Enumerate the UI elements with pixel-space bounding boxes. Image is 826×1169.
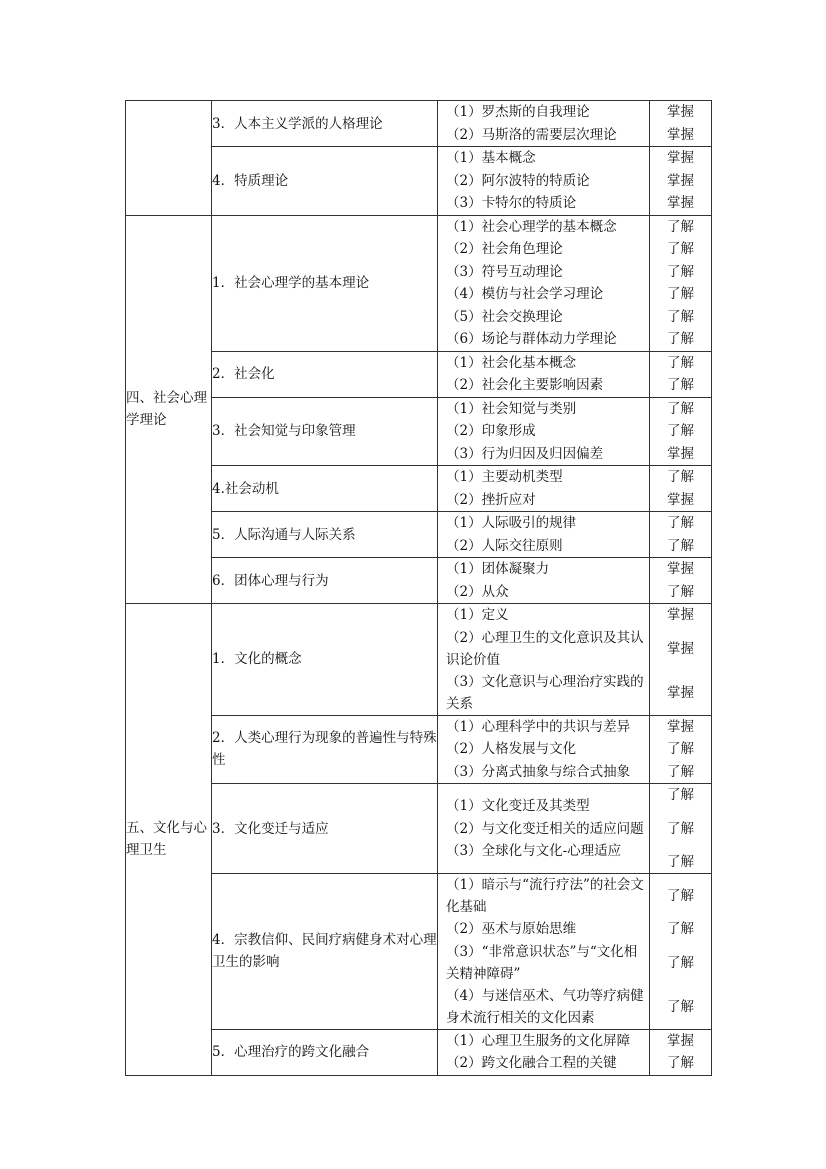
knowledge-point: （4）与迷信巫术、气功等疗病健身术流行相关的文化因素	[446, 987, 644, 1026]
requirement-level: 掌握	[667, 718, 694, 735]
knowledge-point: （1）定义	[446, 607, 509, 623]
table-row	[126, 351, 712, 397]
requirement-level-cell	[650, 784, 712, 874]
requirement-level-cell	[650, 215, 712, 351]
topic-cell: 1．社会心理学的基本理论	[212, 215, 438, 351]
knowledge-point: （3）文化意识与心理治疗实践的关系	[446, 673, 644, 712]
knowledge-point: （2）跨文化融合工程的关键	[446, 1055, 617, 1071]
table-row	[126, 784, 712, 874]
requirement-level-cell	[650, 351, 712, 397]
table-row	[126, 604, 712, 716]
knowledge-point: （1）社会知觉与类别	[446, 400, 577, 417]
knowledge-point: （1）社会化基本概念	[446, 354, 577, 371]
requirement-level: 了解	[667, 218, 694, 235]
knowledge-points-cell	[438, 512, 650, 558]
requirement-level: 了解	[667, 888, 694, 904]
requirement-level-cell	[650, 558, 712, 604]
requirement-level: 了解	[667, 400, 694, 417]
knowledge-point: （2）马斯洛的需要层次理论	[446, 126, 617, 143]
requirement-level: 了解	[667, 286, 694, 302]
knowledge-point: （1）基本概念	[446, 150, 536, 166]
knowledge-point: （3）全球化与文化-心理适应	[446, 842, 622, 859]
requirement-level: 了解	[667, 1055, 694, 1071]
table-row	[126, 215, 712, 351]
knowledge-point: （1）文化变迁及其类型	[446, 798, 590, 814]
knowledge-point: （1）主要动机类型	[446, 469, 563, 485]
requirement-level: 了解	[667, 763, 694, 780]
knowledge-point: （5）社会交换理论	[446, 308, 563, 325]
requirement-level: 掌握	[667, 684, 694, 701]
knowledge-point: （3）“非常意识状态”与“文化相关精神障碍”	[446, 943, 638, 982]
requirement-level-cell	[650, 512, 712, 558]
knowledge-point: （1）心理科学中的共识与差异	[446, 718, 631, 735]
section-cell: 四、社会心理学理论	[126, 215, 212, 604]
knowledge-point: （1）心理卫生服务的文化屏障	[446, 1032, 631, 1049]
topic-cell: 2．社会化	[212, 351, 438, 397]
requirement-level: 了解	[667, 741, 694, 757]
requirement-level: 掌握	[667, 640, 694, 657]
requirement-level: 掌握	[667, 561, 694, 577]
topic-cell: 3．文化变迁与适应	[212, 784, 438, 874]
requirement-level: 了解	[667, 354, 694, 371]
requirement-level: 了解	[667, 241, 694, 257]
knowledge-points-cell	[438, 784, 650, 874]
knowledge-points-cell	[438, 147, 650, 216]
table-row	[126, 147, 712, 216]
knowledge-points-cell	[438, 397, 650, 466]
requirement-level-cell	[650, 604, 712, 716]
table-row	[126, 715, 712, 784]
requirement-level: 了解	[667, 469, 694, 485]
requirement-level: 掌握	[667, 126, 694, 143]
knowledge-point: （4）模仿与社会学习理论	[446, 286, 604, 302]
requirement-level: 掌握	[667, 195, 694, 211]
knowledge-point: （2）人格发展与文化	[446, 741, 577, 757]
requirement-level: 掌握	[667, 150, 694, 166]
requirement-level: 掌握	[667, 1032, 694, 1049]
topic-cell: 4．宗教信仰、民间疗病健身术对心理卫生的影响	[212, 874, 438, 1030]
requirement-level-cell	[650, 715, 712, 784]
requirement-level: 了解	[667, 331, 694, 347]
knowledge-point: （3）分离式抽象与综合式抽象	[446, 763, 631, 780]
knowledge-points-cell	[438, 1029, 650, 1075]
syllabus-table	[125, 100, 712, 1076]
knowledge-points-cell	[438, 874, 650, 1030]
table-row	[126, 101, 712, 147]
knowledge-points-cell	[438, 558, 650, 604]
knowledge-point: （1）社会心理学的基本概念	[446, 218, 617, 235]
topic-cell: 3．人本主义学派的人格理论	[212, 101, 438, 147]
knowledge-point: （2）社会角色理论	[446, 241, 563, 257]
requirement-level: 了解	[667, 423, 694, 439]
section-cell	[126, 101, 212, 216]
table-row	[126, 1029, 712, 1075]
knowledge-point: （1）暗示与“流行疗法”的社会文化基础	[446, 877, 644, 915]
topic-cell: 4．特质理论	[212, 147, 438, 216]
knowledge-point: （1）罗杰斯的自我理论	[446, 104, 590, 120]
table-row	[126, 466, 712, 512]
requirement-level: 了解	[667, 787, 694, 803]
knowledge-point: （6）场论与群体动力学理论	[446, 331, 617, 347]
requirement-level: 掌握	[667, 104, 694, 120]
requirement-level: 了解	[667, 954, 694, 971]
knowledge-point: （3）卡特尔的特质论	[446, 195, 577, 211]
requirement-level: 了解	[667, 583, 694, 600]
knowledge-points-cell	[438, 101, 650, 147]
knowledge-point: （2）阿尔波特的特质论	[446, 172, 590, 189]
topic-cell: 4.社会动机	[212, 466, 438, 512]
knowledge-point: （3）行为归因及归因偏差	[446, 445, 604, 462]
requirement-level-cell	[650, 1029, 712, 1075]
syllabus-body	[126, 101, 712, 1076]
requirement-level: 掌握	[667, 445, 694, 462]
knowledge-point: （1）人际吸引的规律	[446, 515, 577, 531]
requirement-level: 了解	[667, 377, 694, 393]
topic-cell: 1．文化的概念	[212, 604, 438, 716]
topic-cell: 3．社会知觉与印象管理	[212, 397, 438, 466]
table-row	[126, 874, 712, 1030]
knowledge-point: （2）挫折应对	[446, 491, 536, 508]
topic-cell: 6．团体心理与行为	[212, 558, 438, 604]
knowledge-point: （2）社会化主要影响因素	[446, 377, 604, 393]
requirement-level-cell	[650, 397, 712, 466]
knowledge-points-cell	[438, 604, 650, 716]
requirement-level: 掌握	[667, 607, 694, 623]
requirement-level-cell	[650, 101, 712, 147]
knowledge-points-cell	[438, 466, 650, 512]
requirement-level: 掌握	[667, 172, 694, 189]
knowledge-points-cell	[438, 715, 650, 784]
requirement-level-cell	[650, 466, 712, 512]
topic-cell: 5．心理治疗的跨文化融合	[212, 1029, 438, 1075]
requirement-level: 了解	[667, 921, 694, 937]
knowledge-point: （3）符号互动理论	[446, 263, 563, 280]
requirement-level: 了解	[667, 263, 694, 280]
topic-cell: 2．人类心理行为现象的普遍性与特殊性	[212, 715, 438, 784]
knowledge-point: （2）人际交往原则	[446, 537, 563, 554]
knowledge-point: （2）巫术与原始思维	[446, 921, 577, 937]
table-row	[126, 558, 712, 604]
table-row	[126, 397, 712, 466]
knowledge-point: （2）印象形成	[446, 423, 536, 439]
table-row	[126, 512, 712, 558]
knowledge-points-cell	[438, 351, 650, 397]
knowledge-point: （1）团体凝聚力	[446, 561, 550, 577]
section-cell: 五、文化与心理卫生	[126, 604, 212, 1076]
knowledge-point: （2）从众	[446, 583, 509, 600]
requirement-level: 了解	[667, 998, 694, 1015]
requirement-level-cell	[650, 147, 712, 216]
knowledge-point: （2）心理卫生的文化意识及其认识论价值	[446, 629, 644, 668]
requirement-level: 掌握	[667, 491, 694, 508]
requirement-level: 了解	[667, 308, 694, 325]
requirement-level: 了解	[667, 820, 694, 837]
requirement-level: 了解	[667, 515, 694, 531]
topic-cell: 5．人际沟通与人际关系	[212, 512, 438, 558]
requirement-level: 了解	[667, 537, 694, 554]
requirement-level-cell	[650, 874, 712, 1030]
knowledge-point: （2）与文化变迁相关的适应问题	[446, 820, 644, 837]
knowledge-points-cell	[438, 215, 650, 351]
requirement-level: 了解	[667, 853, 694, 870]
